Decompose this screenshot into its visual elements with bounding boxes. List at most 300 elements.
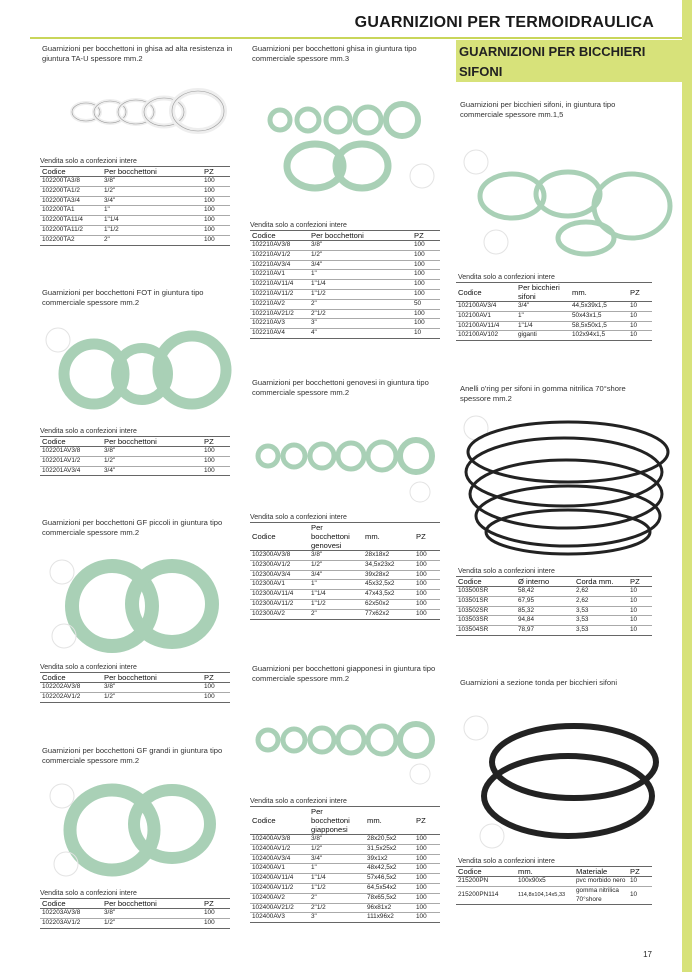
cell-mm: 39x1x2 xyxy=(365,854,414,864)
cell-pz: 100 xyxy=(414,590,440,600)
oring-photo-black xyxy=(456,412,680,562)
table-row xyxy=(250,329,440,339)
cell-mm: 50x43x1,5 xyxy=(570,311,628,321)
table-row xyxy=(250,299,440,309)
cell-size: 3" xyxy=(309,913,365,923)
cell-size: 1"1/4 xyxy=(309,874,365,884)
col-header: Codice xyxy=(40,437,102,447)
cell-pz: 100 xyxy=(202,466,230,476)
sales-note: Vendita solo a confezioni intere xyxy=(40,158,137,165)
cell-pz: 100 xyxy=(202,692,230,702)
page-title: GUARNIZIONI PER TERMOIDRAULICA xyxy=(354,14,654,31)
col-header: PZ xyxy=(628,283,652,302)
cell-size: 3/8" xyxy=(102,683,202,693)
cell-pz: 50 xyxy=(412,299,440,309)
cell-pz: 10 xyxy=(628,616,652,626)
cell-code: 102400AV11/2 xyxy=(250,883,309,893)
cell-code: 102100AV1 xyxy=(456,311,516,321)
cell-pz: 100 xyxy=(414,551,440,561)
col-header: Codice xyxy=(40,673,102,683)
cell-size: 1" xyxy=(516,311,570,321)
cell-pz: 10 xyxy=(628,626,652,636)
cell-cord: 2,62 xyxy=(574,596,628,606)
table-row xyxy=(250,609,440,619)
table-row xyxy=(456,626,652,636)
cell-size: 1"1/2 xyxy=(309,289,412,299)
cell-pz: 100 xyxy=(202,225,230,235)
cell-code: 102202AV3/8 xyxy=(40,683,102,693)
col-header: Ø interno xyxy=(516,577,574,587)
cell-code: 102300AV1 xyxy=(250,580,309,590)
col-header: PZ xyxy=(202,673,230,683)
spec-table xyxy=(40,166,230,246)
table-row xyxy=(250,560,440,570)
col-header: mm. xyxy=(570,283,628,302)
table-row xyxy=(40,235,230,245)
section-title-line2: SIFONI xyxy=(459,64,503,79)
cell-pz: 100 xyxy=(414,609,440,619)
cell-code: 103502SR xyxy=(456,606,516,616)
cell-mm: 39x28x2 xyxy=(363,570,414,580)
table-row xyxy=(456,886,652,905)
table-row xyxy=(40,177,230,187)
cell-size: 1" xyxy=(309,580,363,590)
col-header: PZ xyxy=(414,523,440,551)
cell-size: 1/2" xyxy=(102,692,202,702)
table-header-row xyxy=(250,231,440,241)
table-row xyxy=(40,456,230,466)
cell-diameter: 94,84 xyxy=(516,616,574,626)
cell-pz: 100 xyxy=(202,206,230,216)
cell-pz: 100 xyxy=(412,260,440,270)
col-header: Per bocchettoni xyxy=(102,673,202,683)
product-description: Guarnizioni per bicchieri sifoni, in giuntura tipo commerciale spessore mm.1,5 xyxy=(460,100,616,119)
table-row xyxy=(456,606,652,616)
product-description: Guarnizioni per bocchettoni genovesi in giuntura tipo commerciale spessore mm.2 xyxy=(252,378,429,397)
cell-code: 102200TA2 xyxy=(40,235,102,245)
product-description: Guarnizioni per bocchettoni GF piccoli in giuntura tipo commerciale spessore mm.2 xyxy=(42,518,223,537)
cell-pz: 10 xyxy=(628,331,652,341)
cell-code: 215200PN114 xyxy=(456,886,516,905)
product-description: Guarnizioni per bocchettoni in ghisa ad alta resistenza in giuntura TA-U spessore mm.2 xyxy=(42,44,233,63)
cell-code: 102400AV3/8 xyxy=(250,835,309,845)
cell-diameter: 85,32 xyxy=(516,606,574,616)
cell-size: 1/2" xyxy=(102,918,202,928)
cell-size: 2" xyxy=(309,299,412,309)
cell-pz: 100 xyxy=(414,570,440,580)
cell-code: 102210AV3 xyxy=(250,319,309,329)
cell-cord: 3,53 xyxy=(574,606,628,616)
spec-table xyxy=(456,576,652,636)
col-header: Per bocchettoni xyxy=(102,437,202,447)
spec-table xyxy=(250,806,440,923)
table-row xyxy=(456,616,652,626)
cell-mm: 111x96x2 xyxy=(365,913,414,923)
col-header: PZ xyxy=(414,807,440,835)
col-header: Per bocchettoni xyxy=(102,899,202,909)
table-row xyxy=(456,877,652,887)
sales-note: Vendita solo a confezioni intere xyxy=(250,798,347,805)
cell-size: 3/8" xyxy=(102,177,202,187)
table-row xyxy=(250,551,440,561)
cell-size: 3/4" xyxy=(309,570,363,580)
cell-code: 215200PN xyxy=(456,877,516,887)
product-description: Guarnizioni per bocchettoni GF grandi in giuntura tipo commerciale spessore mm.2 xyxy=(42,746,223,765)
section-header-bicchieri-sifoni xyxy=(456,40,682,82)
cell-code: 102210AV21/2 xyxy=(250,309,309,319)
cell-code: 102300AV11/2 xyxy=(250,599,309,609)
table-row xyxy=(250,854,440,864)
table-row xyxy=(456,596,652,606)
title-rule xyxy=(30,37,682,39)
cell-size: 1"1/2 xyxy=(309,883,365,893)
cell-size: 1"1/2 xyxy=(309,599,363,609)
gasket-photo-green xyxy=(250,426,450,506)
cell-pz: 100 xyxy=(412,319,440,329)
cell-size: 2"1/2 xyxy=(309,309,412,319)
table-row xyxy=(250,250,440,260)
table-row xyxy=(40,206,230,216)
table-row xyxy=(250,319,440,329)
product-description: Anelli o'ring per sifoni in gomma nitrilica 70°shore spessore mm.2 xyxy=(460,384,626,403)
cell-size: 3/8" xyxy=(102,447,202,457)
cell-diameter: 67,95 xyxy=(516,596,574,606)
cell-pz: 100 xyxy=(414,854,440,864)
cell-size: giganti xyxy=(516,331,570,341)
table-row xyxy=(250,903,440,913)
sales-note: Vendita solo a confezioni intere xyxy=(458,274,555,281)
table-row xyxy=(250,580,440,590)
table-row xyxy=(250,570,440,580)
cell-code: 102100AV11/4 xyxy=(456,321,516,331)
page-number: 17 xyxy=(643,950,652,959)
cell-size: 1"1/4 xyxy=(309,590,363,600)
cell-pz: 100 xyxy=(414,913,440,923)
product-description: Guarnizioni per bocchettoni FOT in giuntura tipo commerciale spessore mm.2 xyxy=(42,288,204,307)
cell-size: 2"1/2 xyxy=(309,903,365,913)
cell-code: 102210AV3/8 xyxy=(250,241,309,251)
cell-mm: 45x32,5x2 xyxy=(363,580,414,590)
section-title-line1: GUARNIZIONI PER BICCHIERI xyxy=(459,44,646,59)
cell-code: 102400AV3/4 xyxy=(250,854,309,864)
col-header: Materiale xyxy=(574,867,628,877)
cell-pz: 100 xyxy=(202,186,230,196)
cell-code: 102201AV3/4 xyxy=(40,466,102,476)
spec-table xyxy=(456,866,652,905)
cell-code: 102400AV3 xyxy=(250,913,309,923)
cell-pz: 100 xyxy=(412,241,440,251)
cell-size: 3/8" xyxy=(309,835,365,845)
cell-size: 3/4" xyxy=(516,302,570,312)
sales-note: Vendita solo a confezioni intere xyxy=(458,568,555,575)
cell-pz: 100 xyxy=(202,683,230,693)
gasket-photo-green xyxy=(40,552,240,656)
sales-note: Vendita solo a confezioni intere xyxy=(458,858,555,865)
table-row xyxy=(250,241,440,251)
cell-size: 2" xyxy=(102,235,202,245)
cell-mm: 102x94x1,5 xyxy=(570,331,628,341)
table-row xyxy=(250,864,440,874)
cell-mm: 114,8x104,14x5,33 xyxy=(516,886,574,905)
col-header: Codice xyxy=(250,231,309,241)
table-row xyxy=(250,844,440,854)
cell-code: 103504SR xyxy=(456,626,516,636)
col-header: Per bocchettoni xyxy=(309,231,412,241)
gasket-photo-green xyxy=(40,776,240,884)
table-row xyxy=(250,289,440,299)
table-row xyxy=(456,321,652,331)
cell-code: 102200TA11/2 xyxy=(40,225,102,235)
cell-mm: 100x90x5 xyxy=(516,877,574,887)
cell-code: 102200TA3/4 xyxy=(40,196,102,206)
cell-pz: 100 xyxy=(414,844,440,854)
cell-code: 102400AV1/2 xyxy=(250,844,309,854)
table-row xyxy=(250,260,440,270)
table-header-row xyxy=(456,283,652,302)
cell-pz: 100 xyxy=(202,909,230,919)
cell-code: 102210AV3/4 xyxy=(250,260,309,270)
table-row xyxy=(250,913,440,923)
sales-note: Vendita solo a confezioni intere xyxy=(250,222,347,229)
cell-mm: 48x42,5x2 xyxy=(365,864,414,874)
spec-table xyxy=(40,898,230,929)
cell-size: 3/4" xyxy=(102,466,202,476)
cell-code: 102300AV1/2 xyxy=(250,560,309,570)
table-row xyxy=(456,311,652,321)
cell-code: 102400AV21/2 xyxy=(250,903,309,913)
table-header-row xyxy=(40,673,230,683)
col-header: PZ xyxy=(412,231,440,241)
cell-code: 102400AV1 xyxy=(250,864,309,874)
product-description: Guarnizioni per bocchettoni giapponesi in giuntura tipo commerciale spessore mm.2 xyxy=(252,664,436,683)
cell-code: 102210AV1/2 xyxy=(250,250,309,260)
product-description: Guarnizioni a sezione tonda per bicchieri sifoni xyxy=(460,678,618,687)
cell-size: 1"1/4 xyxy=(309,280,412,290)
table-header-row xyxy=(250,807,440,835)
cell-mm: 62x50x2 xyxy=(363,599,414,609)
cell-mm: 57x46,5x2 xyxy=(365,874,414,884)
cell-size: 1"1/2 xyxy=(102,225,202,235)
cell-pz: 100 xyxy=(414,580,440,590)
table-row xyxy=(456,302,652,312)
cell-pz: 100 xyxy=(412,280,440,290)
cell-code: 102400AV2 xyxy=(250,893,309,903)
cell-size: 3/4" xyxy=(309,260,412,270)
cell-code: 102300AV3/8 xyxy=(250,551,309,561)
cell-size: 3/8" xyxy=(309,241,412,251)
cell-size: 1" xyxy=(102,206,202,216)
cell-pz: 100 xyxy=(412,289,440,299)
cell-code: 102210AV2 xyxy=(250,299,309,309)
table-row xyxy=(40,466,230,476)
table-row xyxy=(250,309,440,319)
col-header: Codice xyxy=(40,899,102,909)
col-header: Per bocchettoni giapponesi xyxy=(309,807,365,835)
cell-mm: 96x81x2 xyxy=(365,903,414,913)
table-row xyxy=(250,590,440,600)
cell-pz: 10 xyxy=(628,596,652,606)
cell-code: 102210AV1 xyxy=(250,270,309,280)
cell-cord: 3,53 xyxy=(574,616,628,626)
cell-pz: 100 xyxy=(414,560,440,570)
cell-pz: 100 xyxy=(414,599,440,609)
col-header: PZ xyxy=(628,577,652,587)
col-header: PZ xyxy=(202,899,230,909)
cell-pz: 10 xyxy=(628,587,652,597)
cell-size: 1" xyxy=(309,270,412,280)
col-header: mm. xyxy=(363,523,414,551)
cell-pz: 100 xyxy=(202,235,230,245)
spec-table xyxy=(40,436,230,476)
cell-size: 2" xyxy=(309,893,365,903)
cell-code: 102200TA3/8 xyxy=(40,177,102,187)
col-header: Codice xyxy=(250,807,309,835)
cell-size: 2" xyxy=(309,609,363,619)
cell-code: 102300AV2 xyxy=(250,609,309,619)
side-accent-stripe xyxy=(682,0,692,972)
col-header: Codice xyxy=(456,867,516,877)
cell-pz: 100 xyxy=(414,864,440,874)
cell-size: 1/2" xyxy=(309,560,363,570)
table-header-row xyxy=(250,523,440,551)
col-header: PZ xyxy=(202,437,230,447)
cell-code: 102210AV11/2 xyxy=(250,289,309,299)
cell-pz: 100 xyxy=(202,447,230,457)
table-row xyxy=(40,216,230,226)
cell-pz: 10 xyxy=(628,311,652,321)
cell-code: 102100AV3/4 xyxy=(456,302,516,312)
col-header: Codice xyxy=(40,167,102,177)
cell-cord: 3,53 xyxy=(574,626,628,636)
table-header-row xyxy=(456,867,652,877)
cell-size: 3/4" xyxy=(102,196,202,206)
cell-pz: 100 xyxy=(414,835,440,845)
cell-size: 3" xyxy=(309,319,412,329)
cell-mm: 58,5x50x1,5 xyxy=(570,321,628,331)
cell-pz: 100 xyxy=(412,309,440,319)
cell-pz: 100 xyxy=(202,177,230,187)
table-row xyxy=(40,186,230,196)
cell-code: 102300AV11/4 xyxy=(250,590,309,600)
sales-note: Vendita solo a confezioni intere xyxy=(40,664,137,671)
cell-mm: 28x18x2 xyxy=(363,551,414,561)
cell-mm: 28x20,5x2 xyxy=(365,835,414,845)
gasket-photo-white xyxy=(38,86,234,138)
table-row xyxy=(40,692,230,702)
cell-diameter: 58,42 xyxy=(516,587,574,597)
cell-pz: 100 xyxy=(414,893,440,903)
spec-table xyxy=(250,230,440,339)
oring-photo-black-thick xyxy=(456,710,680,858)
col-header: Codice xyxy=(456,283,516,302)
table-row xyxy=(40,909,230,919)
gasket-photo-green-large xyxy=(456,146,680,264)
cell-code: 103503SR xyxy=(456,616,516,626)
cell-code: 102202AV1/2 xyxy=(40,692,102,702)
cell-pz: 100 xyxy=(414,874,440,884)
cell-code: 102210AV4 xyxy=(250,329,309,339)
cell-code: 102203AV1/2 xyxy=(40,918,102,928)
cell-mm: 34,5x23x2 xyxy=(363,560,414,570)
cell-code: 102201AV3/8 xyxy=(40,447,102,457)
col-header: PZ xyxy=(202,167,230,177)
table-row xyxy=(250,270,440,280)
table-row xyxy=(250,599,440,609)
gasket-photo-green xyxy=(40,322,240,422)
gasket-photo-green xyxy=(250,96,450,206)
gasket-photo-green xyxy=(250,708,450,788)
cell-mm: 77x62x2 xyxy=(363,609,414,619)
cell-size: 3/4" xyxy=(309,854,365,864)
col-header: Per bicchieri sifoni xyxy=(516,283,570,302)
cell-pz: 100 xyxy=(414,903,440,913)
cell-mm: 44,5x39x1,5 xyxy=(570,302,628,312)
table-row xyxy=(250,893,440,903)
cell-code: 102100AV102 xyxy=(456,331,516,341)
table-row xyxy=(40,918,230,928)
col-header: mm. xyxy=(516,867,574,877)
table-row xyxy=(250,874,440,884)
col-header: Per bocchettoni xyxy=(102,167,202,177)
table-header-row xyxy=(456,577,652,587)
cell-code: 102200TA1/2 xyxy=(40,186,102,196)
cell-pz: 10 xyxy=(628,606,652,616)
cell-pz: 10 xyxy=(628,321,652,331)
col-header: mm. xyxy=(365,807,414,835)
cell-mm: 64,5x54x2 xyxy=(365,883,414,893)
cell-diameter: 78,97 xyxy=(516,626,574,636)
col-header: PZ xyxy=(628,867,652,877)
cell-pz: 10 xyxy=(628,877,652,887)
cell-pz: 100 xyxy=(412,250,440,260)
cell-pz: 100 xyxy=(202,918,230,928)
table-header-row xyxy=(40,167,230,177)
sales-note: Vendita solo a confezioni intere xyxy=(250,514,347,521)
cell-size: 4" xyxy=(309,329,412,339)
table-row xyxy=(250,883,440,893)
spec-table xyxy=(40,672,230,703)
cell-pz: 100 xyxy=(414,883,440,893)
table-row xyxy=(456,331,652,341)
table-row xyxy=(250,835,440,845)
cell-pz: 100 xyxy=(412,270,440,280)
cell-mm: 47x43,5x2 xyxy=(363,590,414,600)
spec-table xyxy=(250,522,440,620)
cell-size: 1"1/4 xyxy=(102,216,202,226)
cell-pz: 100 xyxy=(202,196,230,206)
spec-table xyxy=(456,282,652,341)
table-row xyxy=(40,683,230,693)
sales-note: Vendita solo a confezioni intere xyxy=(40,890,137,897)
cell-size: 1/2" xyxy=(309,250,412,260)
cell-pz: 100 xyxy=(202,456,230,466)
cell-pz: 100 xyxy=(202,216,230,226)
cell-cord: 2,62 xyxy=(574,587,628,597)
cell-code: 102210AV11/4 xyxy=(250,280,309,290)
cell-pz: 10 xyxy=(412,329,440,339)
cell-code: 102200TA1 xyxy=(40,206,102,216)
table-row xyxy=(40,447,230,457)
col-header: Corda mm. xyxy=(574,577,628,587)
cell-code: 103501SR xyxy=(456,596,516,606)
col-header: Codice xyxy=(250,523,309,551)
col-header: Per bocchettoni genovesi xyxy=(309,523,363,551)
cell-pz: 10 xyxy=(628,302,652,312)
cell-code: 102200TA11/4 xyxy=(40,216,102,226)
cell-size: 3/8" xyxy=(309,551,363,561)
table-header-row xyxy=(40,437,230,447)
cell-code: 102201AV1/2 xyxy=(40,456,102,466)
